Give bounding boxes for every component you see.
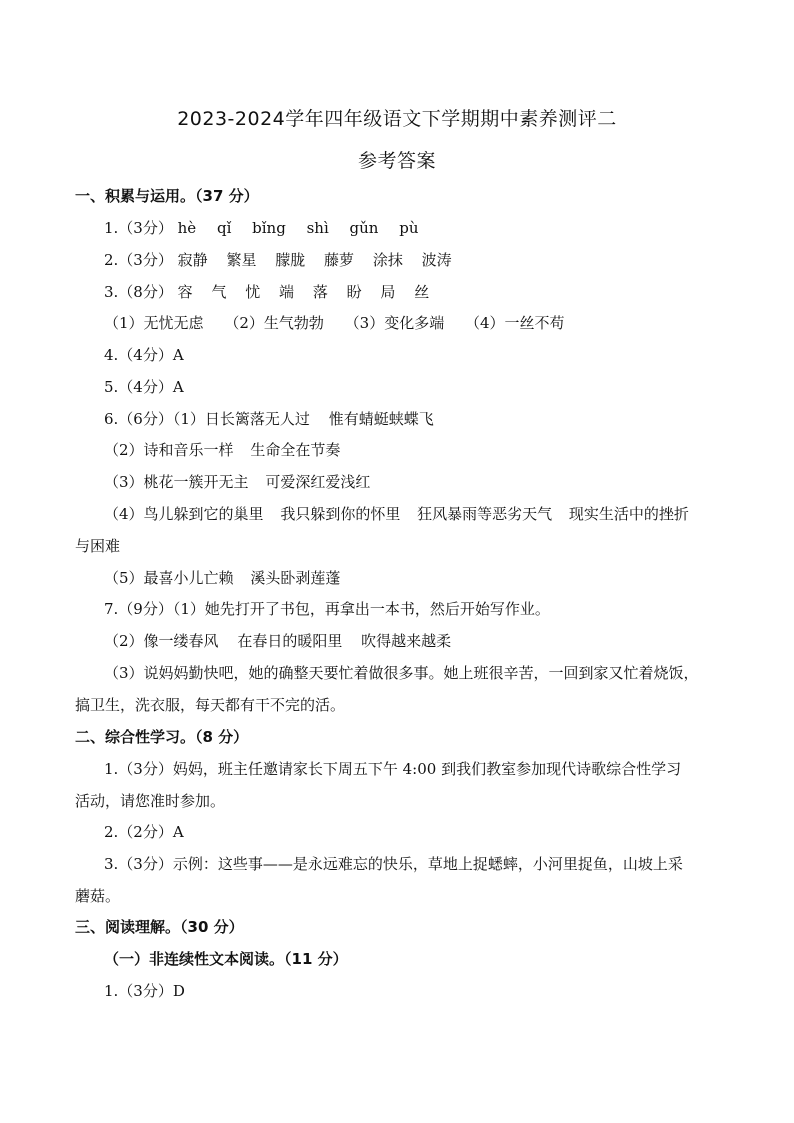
q6-4-part-1: （4）鸟儿躲到它的巢里 — [104, 505, 264, 523]
q3-char-8: 丝 — [414, 283, 430, 301]
s2-q3-line-1: 3.（3分）示例：这些事——是永远难忘的快乐，草地上捉蟋蟀，小河里捉鱼，山坡上采 — [104, 855, 683, 873]
q1-pinyin-1: hè — [177, 219, 197, 237]
q6-2-part-1: （2）诗和音乐一样 — [104, 441, 234, 459]
section-2-heading: 二、综合性学习。（8 分） — [75, 728, 249, 746]
q6-2-part-2: 生命全在节奏 — [250, 441, 341, 459]
s3-q1-answer: 1.（3分）D — [104, 982, 185, 1000]
section-3-subheading: （一）非连续性文本阅读。（11 分） — [104, 950, 348, 968]
q2-answer — [104, 251, 794, 269]
q3-sub-4: （4）一丝不苟 — [464, 314, 565, 332]
q1-label: 1.（3分） — [104, 219, 173, 237]
q2-label: 2.（3分） — [104, 251, 173, 269]
q3-char-5: 落 — [312, 283, 328, 301]
s2-q1-line-2: 活动，请您准时参加。 — [75, 792, 226, 810]
section-3-heading: 三、阅读理解。（30 分） — [75, 918, 244, 936]
q4-answer: 4.（4分）A — [104, 346, 184, 364]
q3-sub-answers — [104, 314, 794, 332]
q6-label: 6.（6分） — [104, 410, 173, 428]
q6-3-part-1: （3）桃花一簇开无主 — [104, 473, 249, 491]
q2-word-6: 波涛 — [421, 251, 452, 269]
q1-answer — [104, 219, 794, 237]
q1-pinyin-2: qǐ — [216, 219, 232, 237]
q3-sub-3: （3）变化多端 — [344, 314, 445, 332]
s2-q2-answer: 2.（2分）A — [104, 823, 184, 841]
q6-1-part-1: （1）日长篱落无人过 — [172, 410, 310, 428]
s2-q3-line-2: 蘑菇。 — [75, 887, 121, 905]
q7-2-part-1: （2）像一缕春风 — [104, 632, 219, 650]
s2-q1-line-1: 1.（3分）妈妈，班主任邀请家长下周五下午 4:00 到我们教室参加现代诗歌综合性学习 — [104, 760, 682, 778]
q3-char-1: 容 — [177, 283, 193, 301]
q2-word-1: 寂静 — [177, 251, 208, 269]
q3-char-3: 忧 — [245, 283, 261, 301]
q3-sub-1: （1）无忧无虑 — [104, 314, 204, 332]
q6-4-part-2: 我只躲到你的怀里 — [280, 505, 401, 523]
q2-word-5: 涂抹 — [372, 251, 403, 269]
q6-5-part-2: 溪头卧剥莲蓬 — [250, 569, 341, 587]
q3-sub-2: （2）生气勃勃 — [224, 314, 324, 332]
q6-3-part-2: 可爱深红爱浅红 — [265, 473, 371, 491]
q6-1-part-2: 惟有蜻蜓蛱蝶飞 — [328, 410, 434, 428]
document-title: 2023-2024学年四年级语文下学期期中素养测评二 — [177, 108, 617, 130]
document-subtitle: 参考答案 — [357, 150, 436, 172]
q6-line-4 — [104, 505, 794, 523]
q6-4-part-4: 现实生活中的挫折 — [568, 505, 689, 523]
q2-word-2: 繁星 — [226, 251, 257, 269]
q7-2-part-2: 在春日的暖阳里 — [237, 632, 343, 650]
q3-char-6: 盼 — [346, 283, 362, 301]
q6-line-2 — [104, 441, 794, 459]
q6-line-5 — [104, 569, 794, 587]
q7-line-3-cont: 搞卫生，洗衣服，每天都有干不完的活。 — [75, 696, 346, 714]
q5-answer: 5.（4分）A — [104, 378, 184, 396]
q3-char-4: 端 — [279, 283, 295, 301]
section-1-heading: 一、积累与运用。（37 分） — [75, 187, 259, 205]
q1-pinyin-5: gǔn — [349, 219, 379, 237]
q7-line-1: 7.（9分）（1）她先打开了书包，再拿出一本书，然后开始写作业。 — [104, 600, 550, 618]
q3-char-2: 气 — [211, 283, 227, 301]
q3-char-7: 局 — [380, 283, 396, 301]
q1-pinyin-4: shì — [306, 219, 329, 237]
q1-pinyin-6: pù — [399, 219, 419, 237]
q6-5-part-1: （5）最喜小儿亡赖 — [104, 569, 234, 587]
q6-line-3 — [104, 473, 794, 491]
q2-word-4: 藤萝 — [324, 251, 355, 269]
q7-line-2 — [104, 632, 794, 650]
q3-answer — [104, 283, 794, 301]
q7-line-3: （3）说妈妈勤快吧，她的确整天要忙着做很多事。她上班很辛苦，一回到家又忙着烧饭， — [104, 664, 699, 682]
q6-line-4-cont: 与困难 — [75, 537, 121, 555]
q3-label: 3.（8分） — [104, 283, 173, 301]
q6-line-1 — [104, 410, 794, 428]
q2-word-3: 朦胧 — [275, 251, 306, 269]
q7-2-part-3: 吹得越来越柔 — [361, 632, 452, 650]
q6-4-part-3: 狂风暴雨等恶劣天气 — [417, 505, 553, 523]
q1-pinyin-3: bǐng — [252, 219, 286, 237]
